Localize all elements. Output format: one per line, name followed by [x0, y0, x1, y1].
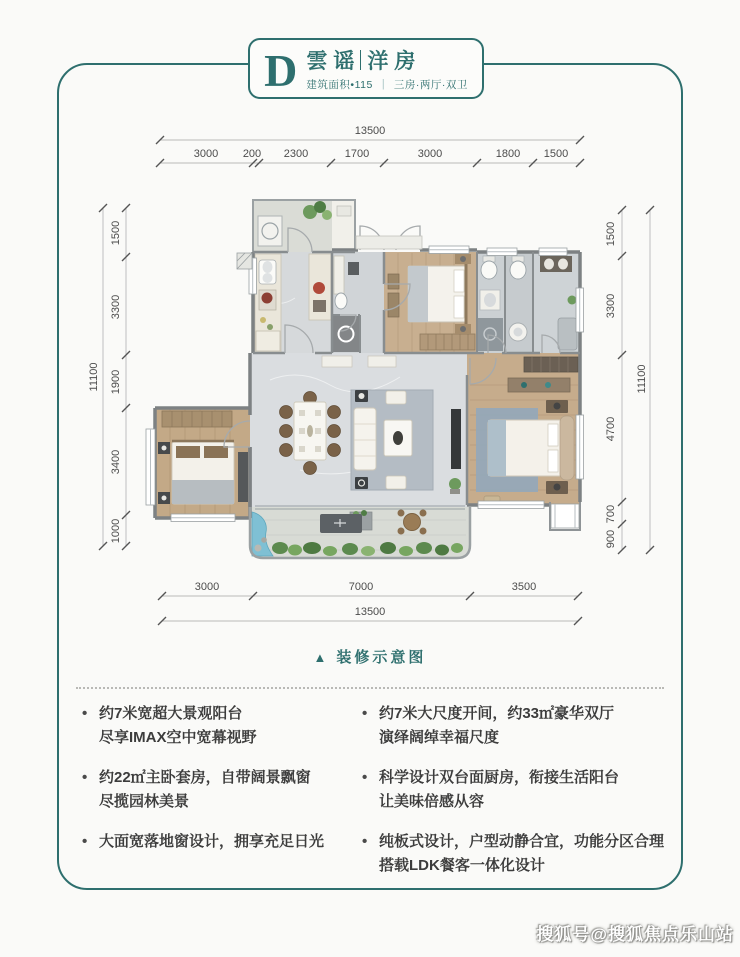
bullet-icon: • — [82, 705, 88, 722]
watermark: 搜狐号@搜狐焦点乐山站 — [536, 925, 734, 944]
svg-text:1500: 1500 — [110, 220, 122, 246]
svg-text:11100: 11100 — [88, 362, 100, 392]
feature-column-right — [362, 702, 666, 894]
feature-column-left — [82, 702, 326, 894]
feature-item — [82, 830, 326, 854]
feature-line: 尽享IMAX空中宽幕视野 — [99, 729, 257, 746]
feature-line: 纯板式设计，户型动静合宜，功能分区合理 — [379, 833, 665, 850]
plan-caption — [0, 646, 740, 667]
feature-item — [362, 830, 666, 878]
plan-caption-text: 装修示意图 — [336, 649, 427, 666]
svg-text:1700: 1700 — [344, 148, 370, 160]
feature-item — [362, 702, 666, 750]
unit-title — [306, 45, 421, 75]
bullet-icon: • — [362, 705, 368, 722]
svg-text:200: 200 — [242, 148, 262, 160]
feature-line: 搭载LDK餐客一体化设计 — [379, 857, 545, 874]
svg-text:1000: 1000 — [110, 518, 122, 544]
feature-line: 大面宽落地窗设计，拥享充足日光 — [99, 833, 325, 850]
feature-list — [82, 702, 666, 894]
feature-line: 约22㎡主卧套房，自带阔景飘窗 — [99, 769, 311, 786]
bullet-icon: • — [362, 833, 368, 850]
unit-letter: D — [264, 44, 298, 96]
bullet-icon: • — [362, 769, 368, 786]
unit-type: 洋房 — [367, 49, 422, 73]
svg-text:3300: 3300 — [605, 293, 617, 319]
svg-text:700: 700 — [605, 504, 617, 524]
svg-text:3500: 3500 — [511, 581, 537, 593]
feature-item — [362, 766, 666, 814]
svg-text:11100: 11100 — [636, 364, 648, 394]
unit-spec: 三房·两厅·双卫 — [393, 79, 468, 91]
dotted-divider — [76, 687, 664, 689]
svg-text:13500: 13500 — [354, 606, 386, 618]
bullet-icon: • — [82, 833, 88, 850]
svg-text:900: 900 — [605, 529, 617, 549]
svg-text:3000: 3000 — [193, 148, 219, 160]
svg-text:1800: 1800 — [495, 148, 521, 160]
subinfo-divider: ｜ — [377, 79, 389, 91]
svg-text:1500: 1500 — [543, 148, 569, 160]
svg-text:2300: 2300 — [283, 148, 309, 160]
title-divider — [360, 50, 361, 70]
svg-text:1900: 1900 — [110, 369, 122, 395]
svg-text:7000: 7000 — [348, 581, 374, 593]
svg-text:13500: 13500 — [354, 125, 386, 137]
svg-text:3000: 3000 — [194, 581, 220, 593]
unit-area: 建筑面积•115 — [306, 79, 373, 91]
feature-line: 约7米大尺度开间，约33㎡豪华双厅 — [379, 705, 615, 722]
unit-badge — [248, 38, 484, 99]
feature-line: 科学设计双台面厨房，衔接生活阳台 — [379, 769, 620, 786]
svg-text:1500: 1500 — [605, 221, 617, 247]
feature-line: 演绎阔绰幸福尺度 — [379, 729, 500, 746]
unit-subinfo — [306, 77, 467, 92]
svg-text:4700: 4700 — [605, 416, 617, 442]
bullet-icon: • — [82, 769, 88, 786]
svg-text:3300: 3300 — [110, 294, 122, 320]
feature-line: 尽揽园林美景 — [99, 793, 190, 810]
floor-plan — [78, 112, 662, 640]
feature-line: 让美味倍感从容 — [379, 793, 485, 810]
feature-item — [82, 766, 326, 814]
svg-text:3000: 3000 — [417, 148, 443, 160]
triangle-marker-icon: ▲ — [313, 650, 327, 665]
feature-item — [82, 702, 326, 750]
unit-name: 雲谣 — [306, 49, 361, 73]
feature-line: 约7米宽超大景观阳台 — [99, 705, 243, 722]
svg-text:3400: 3400 — [110, 449, 122, 475]
